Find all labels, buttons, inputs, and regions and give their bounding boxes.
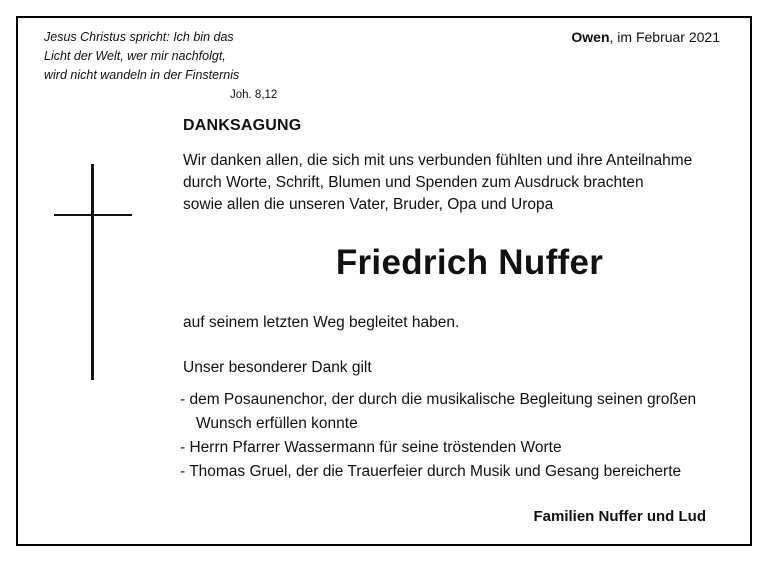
intro-line-3: sowie allen die unseren Vater, Bruder, Opa und Uropa	[183, 196, 554, 213]
list-item: - dem Posaunenchor, der durch die musikalische Begleitung seinen großen	[180, 391, 697, 408]
quote-line-3: wird nicht wandeln in der Finsternis	[44, 68, 240, 82]
intro-line-1: Wir danken allen, die sich mit uns verbunden fühlten und ihre Anteilnahme	[183, 152, 693, 169]
heading: DANKSAGUNG	[183, 117, 302, 134]
after-name-text: auf seinem letzten Weg begleitet haben.	[183, 314, 460, 331]
quote-line-1: Jesus Christus spricht: Ich bin das	[44, 30, 234, 44]
intro-line-2: durch Worte, Schrift, Blumen und Spenden zum Ausdruck brachten	[183, 174, 644, 191]
list-item: - Herrn Pfarrer Wassermann für seine tröstenden Worte	[180, 439, 562, 456]
quote-reference: Joh. 8,12	[230, 89, 278, 101]
bible-quote	[44, 28, 289, 101]
list-item: Wunsch erfüllen konnte	[196, 415, 358, 432]
place: Owen	[571, 29, 610, 45]
list-item: - Thomas Gruel, der die Trauerfeier durch Musik und Gesang bereicherte	[180, 463, 682, 480]
date: , im Februar 2021	[609, 29, 720, 45]
thanks-intro: Unser besonderer Dank gilt	[183, 359, 372, 376]
deceased-name: Friedrich Nuffer	[335, 243, 604, 282]
thanks-list	[180, 388, 696, 484]
place-date	[571, 28, 720, 47]
signature: Familien Nuffer und Lud	[533, 508, 706, 525]
obituary-card	[16, 16, 752, 546]
quote-line-2: Licht der Welt, wer mir nachfolgt,	[44, 49, 226, 63]
intro-paragraph	[183, 150, 692, 216]
cross-horizontal-bar	[54, 214, 132, 216]
